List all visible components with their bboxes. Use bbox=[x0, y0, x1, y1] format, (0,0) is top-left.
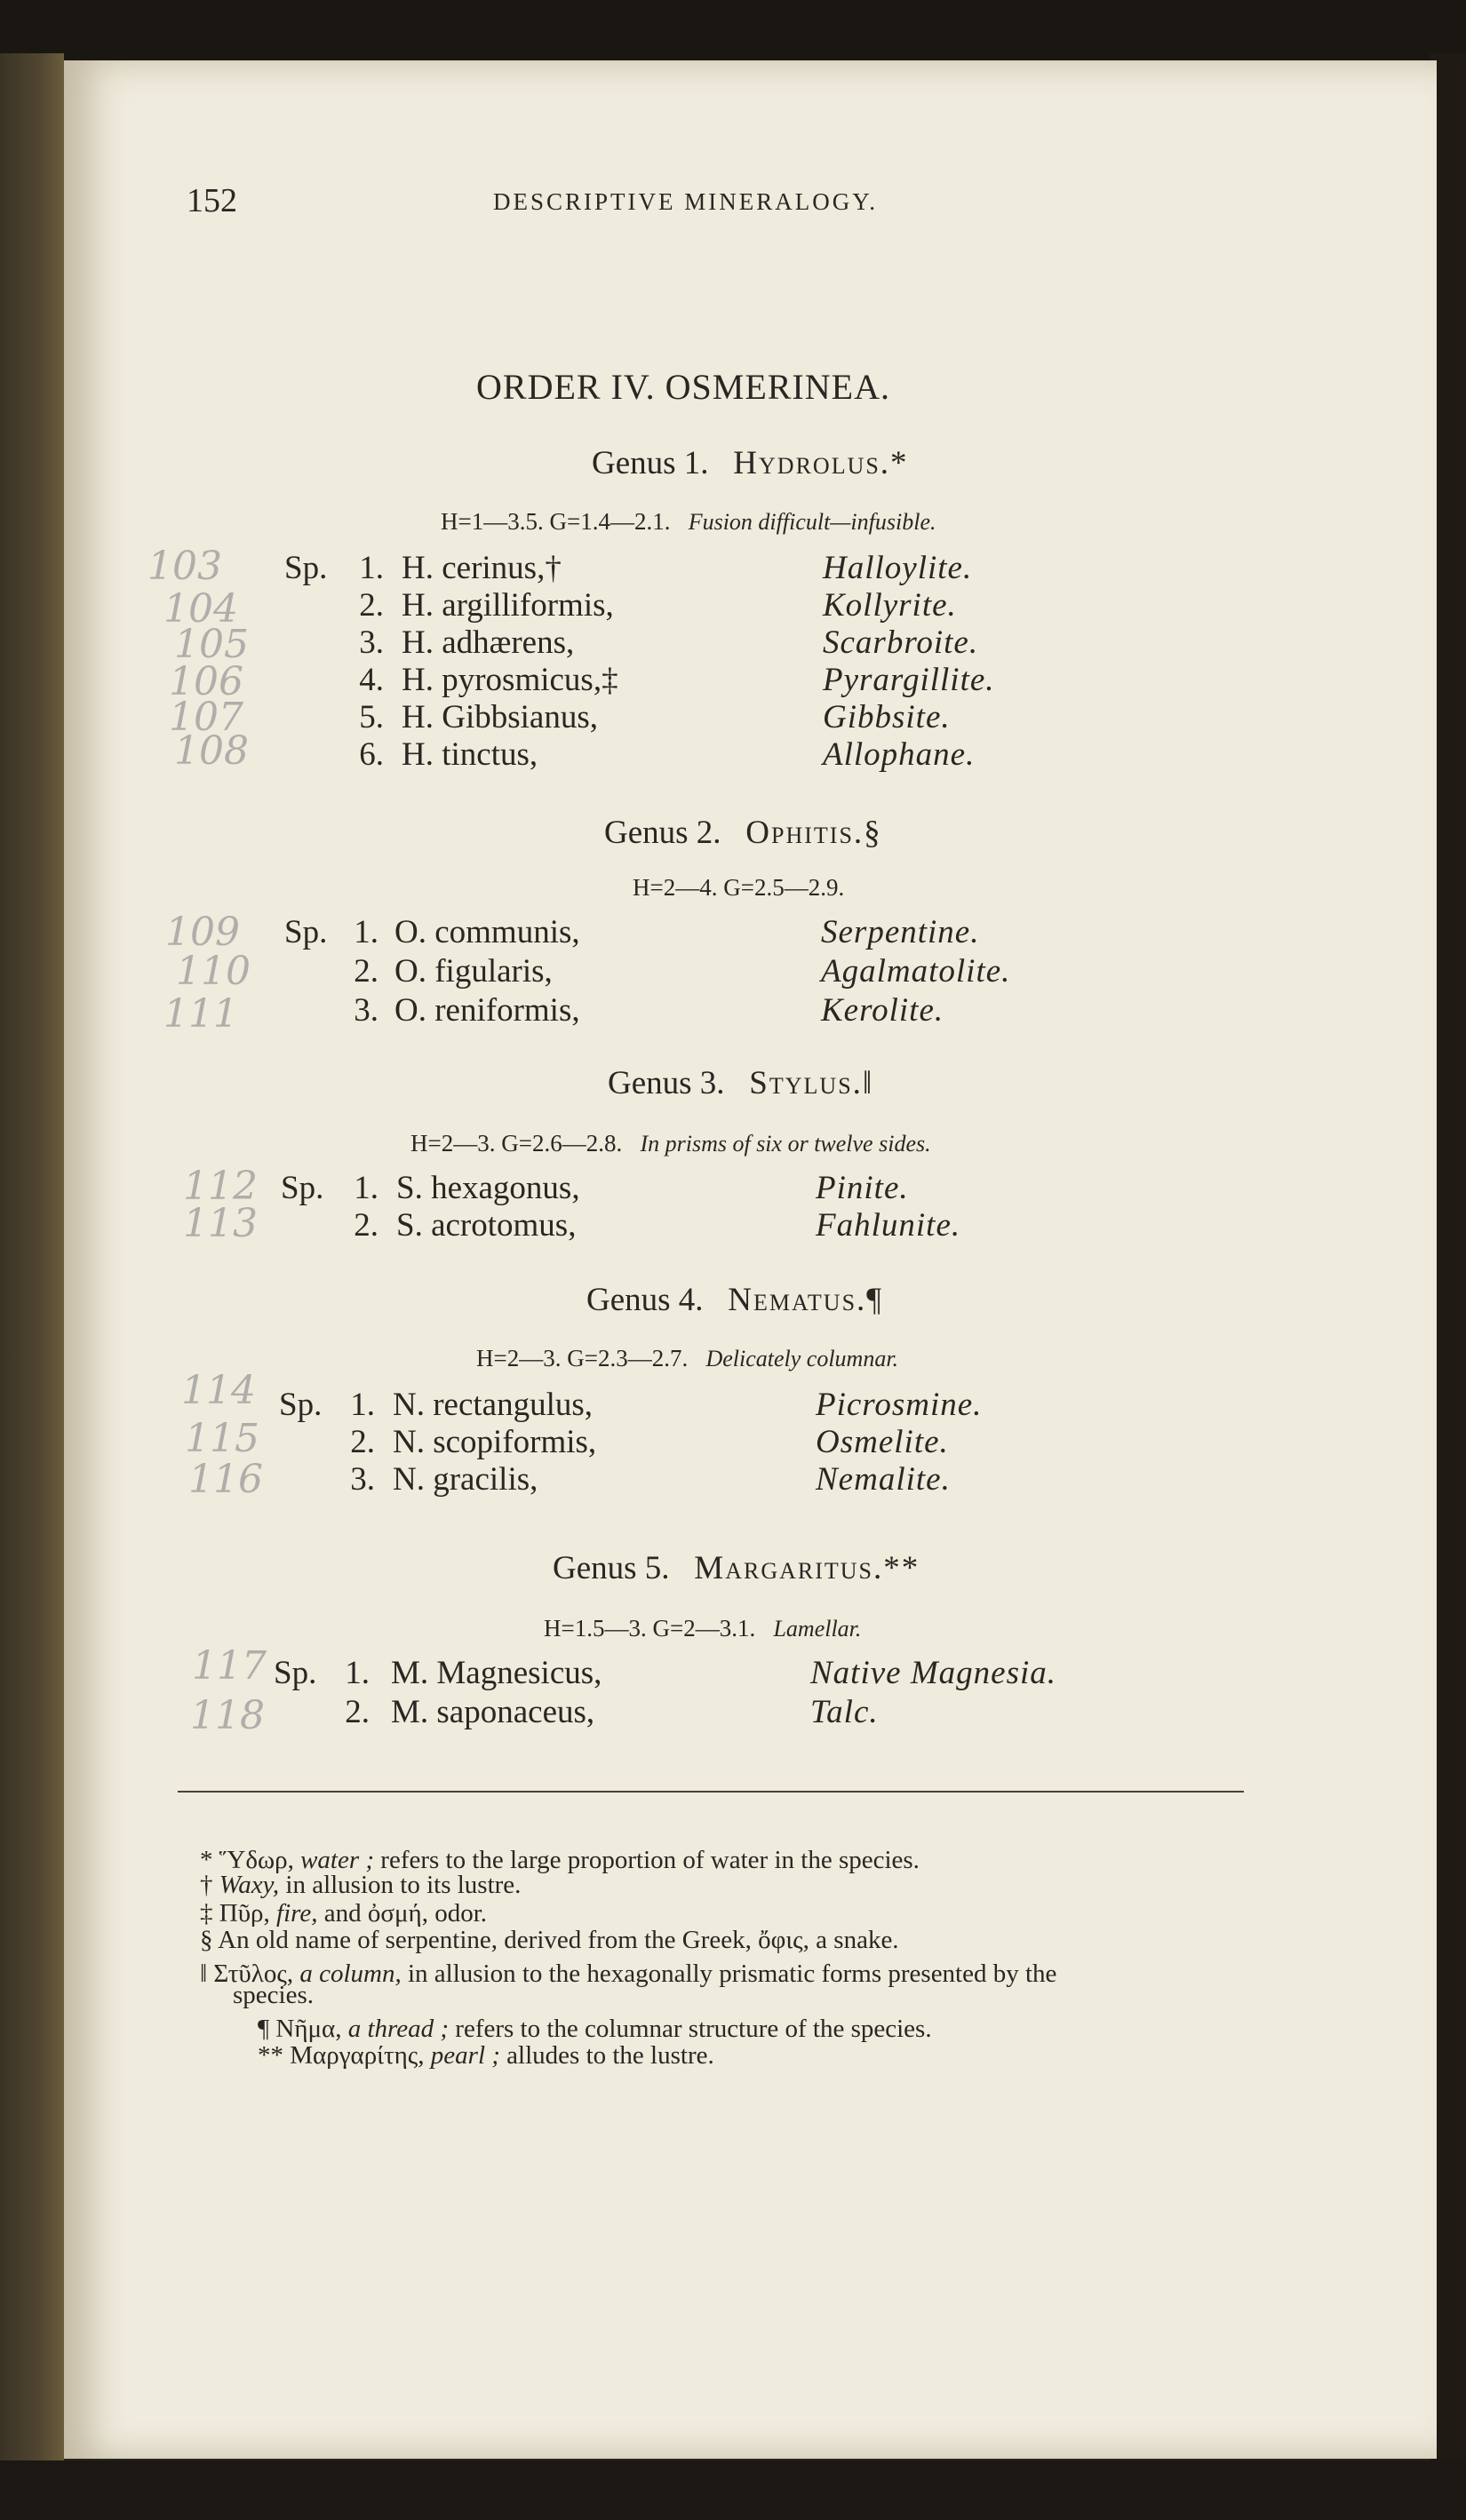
sp-label: Sp. bbox=[274, 1655, 317, 1691]
species-name: H. Gibbsianus, bbox=[402, 699, 598, 735]
species-num: 3. bbox=[359, 624, 384, 661]
species-name: N. scopiformis, bbox=[393, 1424, 597, 1460]
pencil-annotation: 104 bbox=[163, 586, 238, 632]
pencil-annotation: 112 bbox=[183, 1164, 258, 1209]
genus-1-heading bbox=[592, 444, 909, 482]
mineral-name: Serpentine. bbox=[821, 914, 980, 950]
genus-4-heading bbox=[586, 1281, 883, 1319]
mineral-name: Scarbroite. bbox=[823, 624, 979, 661]
species-num: 1. bbox=[354, 914, 378, 950]
genus-name: Margaritus.** bbox=[694, 1550, 920, 1586]
species-num: 2. bbox=[345, 1694, 370, 1730]
genus-4-properties: H=2—3. G=2.3—2.7. Delicately columnar. bbox=[476, 1345, 899, 1371]
species-num: 1. bbox=[359, 550, 384, 586]
genus-5-properties: H=1.5—3. G=2—3.1. Lamellar. bbox=[544, 1615, 862, 1642]
pencil-annotation: 108 bbox=[174, 728, 249, 774]
genus-label: Genus 1. bbox=[592, 445, 709, 481]
species-name: O. reniformis, bbox=[394, 992, 580, 1029]
footnote: § An old name of serpentine, derived from the Greek, ὄφις, a snake. bbox=[200, 1926, 899, 1954]
genus-name: Nematus.¶ bbox=[728, 1282, 884, 1318]
genus-label: Genus 5. bbox=[553, 1550, 670, 1586]
running-title: DESCRIPTIVE MINERALOGY. bbox=[493, 188, 879, 215]
species-name: O. communis, bbox=[394, 914, 580, 950]
mineral-name: Nemalite. bbox=[816, 1461, 951, 1498]
pencil-annotation: 114 bbox=[181, 1368, 256, 1413]
species-num: 6. bbox=[359, 736, 384, 773]
pencil-annotation: 109 bbox=[165, 910, 240, 955]
sp-label: Sp. bbox=[284, 550, 328, 586]
genus-3-heading bbox=[608, 1064, 873, 1102]
species-name: S. acrotomus, bbox=[396, 1207, 577, 1244]
mineral-name: Pinite. bbox=[816, 1170, 909, 1206]
pencil-annotation: 111 bbox=[163, 991, 238, 1037]
pencil-annotation: 105 bbox=[174, 622, 249, 667]
mineral-name: Halloylite. bbox=[823, 550, 973, 586]
scan-border-top bbox=[0, 0, 1466, 67]
mineral-name: Osmelite. bbox=[816, 1424, 949, 1460]
species-num: 3. bbox=[354, 992, 378, 1029]
pencil-annotation: 118 bbox=[190, 1693, 265, 1738]
pencil-annotation: 116 bbox=[188, 1457, 263, 1502]
page-number: 152 bbox=[187, 182, 237, 219]
species-name: M. saponaceus, bbox=[391, 1694, 595, 1730]
species-num: 2. bbox=[359, 587, 384, 624]
pencil-annotation: 115 bbox=[185, 1416, 259, 1461]
species-name: H. cerinus,† bbox=[402, 550, 562, 586]
footnote: ** Μαργαρίτης, pearl ; alludes to the lustre. bbox=[258, 2041, 714, 2070]
species-name: H. argilliformis, bbox=[402, 587, 614, 624]
species-name: H. pyrosmicus,‡ bbox=[402, 662, 618, 698]
sp-label: Sp. bbox=[284, 914, 328, 950]
species-name: S. hexagonus, bbox=[396, 1170, 580, 1206]
scan-border-bottom bbox=[0, 2460, 1466, 2520]
mineral-name: Talc. bbox=[810, 1694, 879, 1730]
genus-name: Ophitis.§ bbox=[745, 815, 882, 851]
pencil-annotation: 117 bbox=[192, 1643, 267, 1689]
mineral-name: Pyrargillite. bbox=[823, 662, 995, 698]
pencil-annotation: 113 bbox=[183, 1201, 258, 1246]
footnote: species. bbox=[233, 1981, 314, 2009]
mineral-name: Native Magnesia. bbox=[810, 1655, 1057, 1691]
species-num: 2. bbox=[350, 1424, 375, 1460]
mineral-name: Picrosmine. bbox=[816, 1387, 983, 1423]
footnote: ¶ Νῆμα, a thread ; refers to the columnar structure of the species. bbox=[258, 2015, 932, 2043]
species-num: 1. bbox=[354, 1170, 378, 1206]
genus-3-properties: H=2—3. G=2.6—2.8. In prisms of six or twelve sides. bbox=[410, 1130, 931, 1157]
mineral-name: Kerolite. bbox=[821, 992, 944, 1029]
footnote: ‖ Στῦλος, a column, in allusion to the hexagonally prismatic forms presented by the bbox=[200, 1960, 1057, 1988]
mineral-name: Agalmatolite. bbox=[821, 953, 1011, 990]
sp-label: Sp. bbox=[281, 1170, 324, 1206]
book-gutter bbox=[0, 53, 64, 2469]
species-num: 1. bbox=[350, 1387, 375, 1423]
genus-name: Hydrolus.* bbox=[733, 445, 909, 481]
species-num: 4. bbox=[359, 662, 384, 698]
footnote: * Ὕδωρ, water ; refers to the large proportion of water in the species. bbox=[200, 1846, 920, 1874]
footnote: † Waxy, in allusion to its lustre. bbox=[200, 1871, 522, 1899]
mineral-name: Gibbsite. bbox=[823, 699, 951, 735]
genus-label: Genus 3. bbox=[608, 1065, 725, 1101]
genus-1-properties: H=1—3.5. G=1.4—2.1. Fusion difficult—infusible. bbox=[441, 508, 936, 535]
species-name: H. tinctus, bbox=[402, 736, 538, 773]
mineral-name: Kollyrite. bbox=[823, 587, 957, 624]
book-page bbox=[64, 60, 1437, 2459]
genus-label: Genus 2. bbox=[604, 815, 721, 851]
species-name: N. gracilis, bbox=[393, 1461, 538, 1498]
order-title: ORDER IV. OSMERINEA. bbox=[476, 367, 890, 407]
species-num: 2. bbox=[354, 953, 378, 990]
genus-2-heading bbox=[604, 814, 882, 852]
pencil-annotation: 107 bbox=[169, 695, 243, 740]
genus-label: Genus 4. bbox=[586, 1282, 704, 1318]
species-num: 2. bbox=[354, 1207, 378, 1244]
sp-label: Sp. bbox=[279, 1387, 323, 1423]
species-name: H. adhærens, bbox=[402, 624, 575, 661]
species-name: O. figularis, bbox=[394, 953, 553, 990]
species-name: M. Magnesicus, bbox=[391, 1655, 602, 1691]
genus-5-heading bbox=[553, 1549, 920, 1587]
footnote: ‡ Πῦρ, fire, and ὀσμή, odor. bbox=[200, 1899, 488, 1928]
species-num: 5. bbox=[359, 699, 384, 735]
mineral-name: Allophane. bbox=[823, 736, 976, 773]
footnote-divider bbox=[178, 1791, 1244, 1793]
pencil-annotation: 103 bbox=[147, 544, 222, 589]
genus-2-properties: H=2—4. G=2.5—2.9. bbox=[633, 874, 845, 901]
species-num: 1. bbox=[345, 1655, 370, 1691]
pencil-annotation: 106 bbox=[169, 659, 243, 704]
species-name: N. rectangulus, bbox=[393, 1387, 594, 1423]
species-num: 3. bbox=[350, 1461, 375, 1498]
genus-name: Stylus.‖ bbox=[749, 1065, 874, 1101]
mineral-name: Fahlunite. bbox=[816, 1207, 961, 1244]
pencil-annotation: 110 bbox=[176, 949, 251, 994]
